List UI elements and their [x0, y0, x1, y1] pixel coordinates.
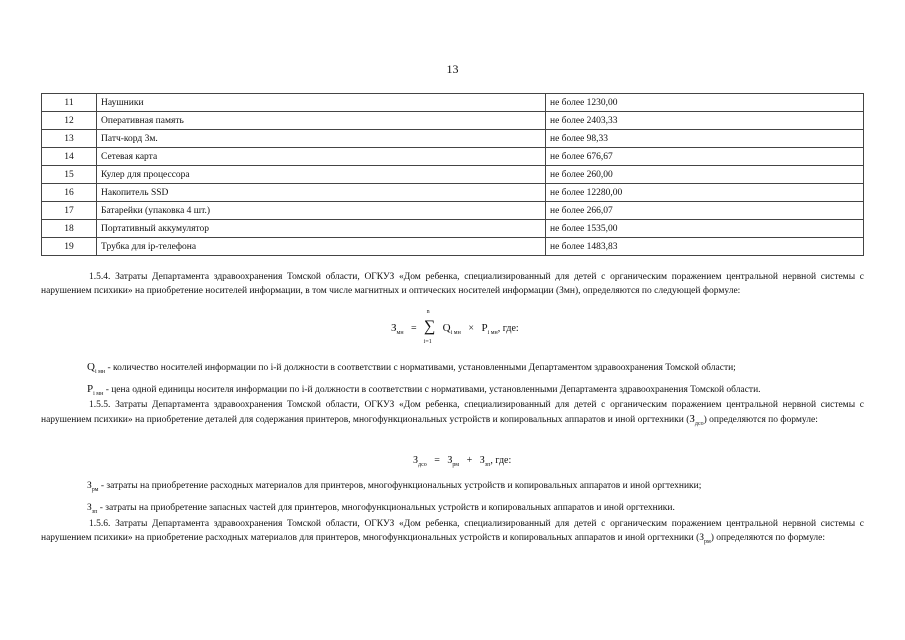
item-name: Накопитель SSD: [97, 184, 546, 202]
row-number: 13: [42, 130, 97, 148]
row-number: 15: [42, 166, 97, 184]
table-row: [42, 130, 864, 148]
item-name: Патч-корд 3м.: [97, 130, 546, 148]
formula-parts-costs: $З_{дсо}$ = $З_{рм}$ + $З_{зп}$, где:: [413, 455, 512, 468]
item-name: Портативный аккумулятор: [97, 220, 546, 238]
paragraph-1-5-5: 1.5.5. Затраты Департамента здравоохранения Томской области, ОГКУЗ «Дом ребенка, специализированный для детей с органическим поражением центральной нервной системы с нарушением психики» на приобретение деталей для содержания принтеров, многофункциональных устройств и копировальных аппаратов и иной оргтехники $(З_{дсо})$ определяются по формуле:: [41, 400, 864, 427]
item-price: не более 266,07: [546, 202, 864, 220]
table-row: [42, 112, 864, 130]
table-row: [42, 238, 864, 256]
table-row: [42, 166, 864, 184]
item-name: Наушники: [97, 94, 546, 112]
definition-q: $Q_{i мн}$ - количество носителей информации по i-й должности в соответствии с нормативами, установленными Департаментом здравоохранения Томской области;: [87, 361, 736, 375]
equipment-price-table: [41, 93, 864, 256]
item-name: Кулер для процессора: [97, 166, 546, 184]
sum-operator: n ∑ i=1: [423, 309, 436, 345]
table-row: [42, 220, 864, 238]
item-name: Сетевая карта: [97, 148, 546, 166]
definition-rm: $З_{рм}$ - затраты на приобретение расходных материалов для принтеров, многофункциональных устройств и копировальных аппаратов и иной оргтехники;: [87, 481, 702, 493]
formula-media-costs: $З_{мн}$ = n ∑ i=1 $Q_{i мн}$ × $P_{i мн}$, где:: [391, 309, 519, 345]
item-name: Оперативная память: [97, 112, 546, 130]
item-price: не более 98,33: [546, 130, 864, 148]
item-price: не более 260,00: [546, 166, 864, 184]
table-row: [42, 184, 864, 202]
definition-p: $P_{i мн}$ - цена одной единицы носителя информации по i-й должности в соответствии с нормативами, установленными Департамента здравоохранения Томской области.: [87, 383, 761, 397]
row-number: 12: [42, 112, 97, 130]
item-name: Батарейки (упаковка 4 шт.): [97, 202, 546, 220]
paragraph-1-5-4: 1.5.4. Затраты Департамента здравоохранения Томской области, ОГКУЗ «Дом ребенка, специализированный для детей с органическим поражением центральной нервной системы с нарушением психики» на приобретение носителей информации, в том числе магнитных и оптических носителей информации (Змн), определяются по следующей формуле:: [41, 272, 864, 296]
row-number: 14: [42, 148, 97, 166]
row-number: 19: [42, 238, 97, 256]
row-number: 16: [42, 184, 97, 202]
row-number: 18: [42, 220, 97, 238]
table-row: [42, 202, 864, 220]
definition-zp: $З_{зп}$ - затраты на приобретение запасных частей для принтеров, многофункциональных устройств и копировальных аппаратов и иной оргтехники.: [87, 503, 675, 515]
item-name: Трубка для ip-телефона: [97, 238, 546, 256]
item-price: не более 12280,00: [546, 184, 864, 202]
row-number: 11: [42, 94, 97, 112]
formula-lhs: З: [391, 322, 397, 334]
item-price: не более 676,67: [546, 148, 864, 166]
row-number: 17: [42, 202, 97, 220]
page-number: 13: [446, 62, 459, 76]
item-price: не более 1230,00: [546, 94, 864, 112]
item-price: не более 1535,00: [546, 220, 864, 238]
item-price: не более 2403,33: [546, 112, 864, 130]
table-row: [42, 148, 864, 166]
paragraph-1-5-6: 1.5.6. Затраты Департамента здравоохранения Томской области, ОГКУЗ «Дом ребенка, специализированный для детей с органическим поражением центральной нервной системы с нарушением психики» на приобретение расходных материалов для принтеров, многофункциональных устройств и копировальных аппаратов и иной оргтехники $(З_{рм})$ определяются по формуле:: [41, 519, 864, 545]
item-price: не более 1483,83: [546, 238, 864, 256]
table-row: [42, 94, 864, 112]
